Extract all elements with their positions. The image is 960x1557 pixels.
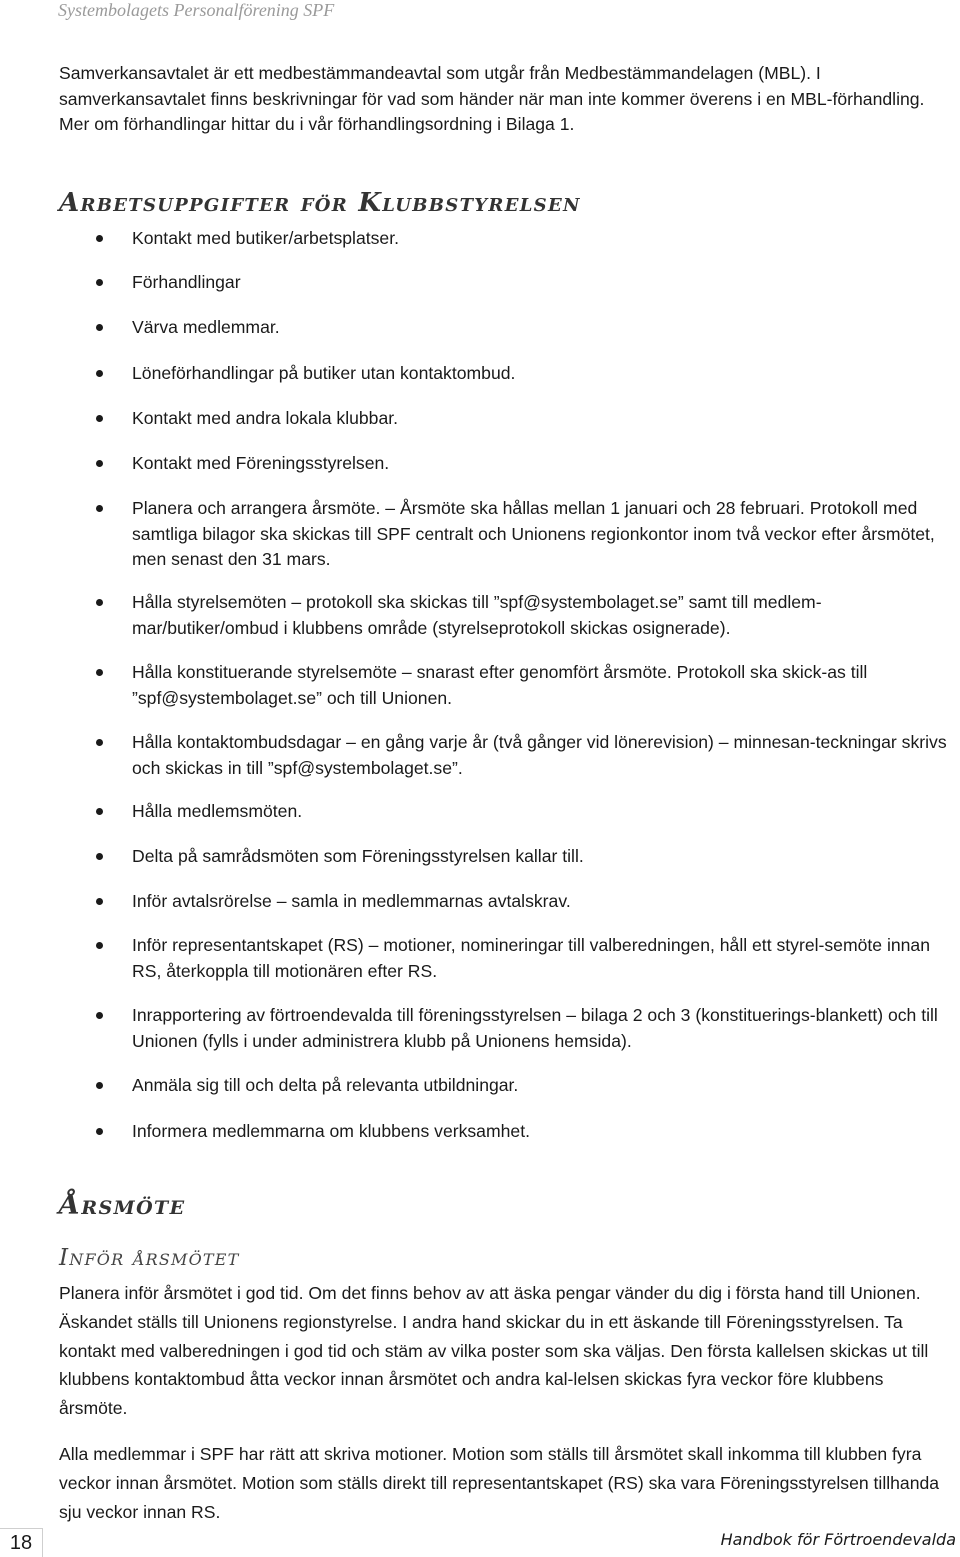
body-paragraph: Planera inför årsmötet i god tid. Om det finns behov av att äska pengar vänder du dig i första hand till Unionen. Äskandet ställs till Unionens regionstyrelse. I andra hand skickar du in ett äskande till Föreningsstyrelsen. Ta kontakt med valberedningen i god tid och stäm av vilka poster som ska väljas. Den första kallelsen skickas ut till klubbens kontaktombud åtta veckor innan årsmötet och andra kal-lelsen skickas fyra veckor före klubbens årsmöte.: [59, 1283, 929, 1419]
bullet-icon: [96, 370, 103, 377]
list-item: Inför avtalsrörelse – samla in medlemmarnas avtalskrav.: [132, 889, 947, 915]
bullet-icon: [96, 279, 103, 286]
list-item: Löneförhandlingar på butiker utan kontaktombud.: [132, 361, 947, 387]
running-header: Systembolagets Personalförening SPF: [58, 0, 335, 20]
list-item: Inrapportering av förtroendevalda till föreningsstyrelsen – bilaga 2 och 3 (konstituerings-blankett) och till Unionen (fylls i under administrera klubb på Unionens hemsida).: [132, 1003, 947, 1054]
list-item: Anmäla sig till och delta på relevanta utbildningar.: [132, 1073, 947, 1099]
list-item: Hålla kontaktombudsdagar – en gång varje år (två gånger vid lönerevision) – minnesan-teckningar skrivs och skickas in till ”spf@systembolaget.se”.: [132, 730, 947, 781]
list-item: Kontakt med andra lokala klubbar.: [132, 406, 947, 432]
section-heading-arsmote: Årsmöte: [59, 1190, 186, 1221]
bullet-icon: [96, 739, 103, 746]
bullet-icon: [96, 942, 103, 949]
list-item: Förhandlingar: [132, 270, 947, 296]
list-item: Kontakt med Föreningsstyrelsen.: [132, 451, 947, 477]
bullet-icon: [96, 505, 103, 512]
body-paragraph: Alla medlemmar i SPF har rätt att skriva motioner. Motion som ställs till årsmötet skall inkomma till klubben fyra veckor innan årsmötet. Motion som ställs direkt till representantskapet (RS) ska vara Föreningsstyrelsen tillhanda sju veckor innan RS.: [59, 1444, 940, 1522]
subheading-infor-arsmotet: Inför årsmötet: [59, 1245, 240, 1271]
intro-paragraph: Samverkansavtalet är ett medbestämmandeavtal som utgår från Medbestämmandelagen (MBL). I samverkansavtalet finns beskrivningar för vad som händer när man inte kommer överens i en MBL-förhandling. Mer om förhandlingar hittar du i vår förhandlingsordning i Bilaga 1.: [59, 63, 925, 134]
bullet-icon: [96, 415, 103, 422]
page-number: 18: [0, 1528, 43, 1557]
bullet-icon: [96, 1012, 103, 1019]
bullet-icon: [96, 808, 103, 815]
list-item: Delta på samrådsmöten som Föreningsstyrelsen kallar till.: [132, 844, 947, 870]
list-item: Inför representantskapet (RS) – motioner, nomineringar till valberedningen, håll ett styrel-semöte innan RS, återkoppla till motionären efter RS.: [132, 933, 947, 984]
list-item: Hålla konstituerande styrelsemöte – snarast efter genomfört årsmöte. Protokoll ska skick-as till ”spf@systembolaget.se” och till Unionen.: [132, 660, 947, 711]
bullet-icon: [96, 1128, 103, 1135]
list-item: Värva medlemmar.: [132, 315, 947, 341]
section-heading-tasks: Arbetsuppgifter för Klubbstyrelsen: [59, 188, 581, 218]
bullet-icon: [96, 669, 103, 676]
bullet-icon: [96, 460, 103, 467]
bullet-icon: [96, 898, 103, 905]
list-item: Hålla medlemsmöten.: [132, 799, 947, 825]
list-item: Hålla styrelsemöten – protokoll ska skickas till ”spf@systembolaget.se” samt till medlem-mar/butiker/ombud i klubbens område (styrelseprotokoll skickas osignerade).: [132, 590, 947, 641]
list-item: Planera och arrangera årsmöte. – Årsmöte ska hållas mellan 1 januari och 28 februari. Protokoll med samtliga bilagor ska skickas till SPF centralt och Unionens regionkontor inom två veckor efter årsmötet, men senast den 31 mars.: [132, 496, 947, 573]
list-item: Kontakt med butiker/arbetsplatser.: [132, 226, 947, 252]
list-item: Informera medlemmarna om klubbens verksamhet.: [132, 1119, 947, 1145]
bullet-icon: [96, 599, 103, 606]
bullet-icon: [96, 324, 103, 331]
bullet-icon: [96, 235, 103, 242]
running-footer: Handbok för Förtroendevalda: [720, 1530, 956, 1549]
bullet-icon: [96, 853, 103, 860]
bullet-icon: [96, 1082, 103, 1089]
